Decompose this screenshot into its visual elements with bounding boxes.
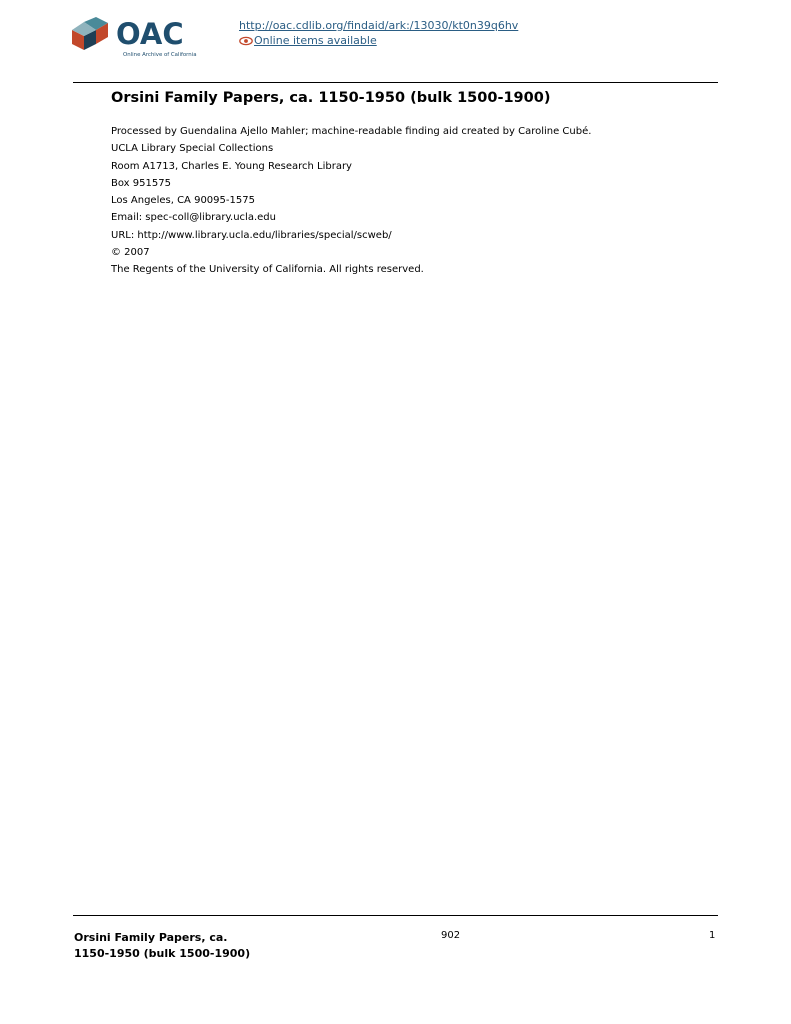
logo-subtitle: Online Archive of California [123,52,197,58]
processed-by-line: Processed by Guendalina Ajello Mahler; machine-readable finding aid created by Caroline Cubé. [111,126,592,137]
repository-name: UCLA Library Special Collections [111,143,274,155]
header-links [239,18,518,48]
page-number: 1 [709,930,716,941]
finding-aid-info [111,125,591,281]
footer-title-line-1: Orsini Family Papers, ca. [74,931,228,944]
footer-title [74,930,264,962]
header-divider [73,82,718,83]
footer-divider [73,915,718,916]
copyright-year: © 2007 [111,247,150,259]
logo-wordmark: OAC [116,17,184,51]
footer-title-line-2: 1150-1950 (bulk 1500-1900) [74,947,251,960]
page-title: Orsini Family Papers, ca. 1150-1950 (bulk 1500-1900) [111,90,551,106]
oac-logo[interactable] [72,16,204,58]
eye-icon [239,36,253,46]
oac-logo-graphic [72,16,204,58]
ark-link[interactable]: http://oac.cdlib.org/findaid/ark:/13030/kt0n39q6hv [239,19,519,32]
rights-statement: The Regents of the University of California. All rights reserved. [111,264,424,276]
url-line: URL: http://www.library.ucla.edu/libraries/special/scweb/ [111,229,392,241]
online-items-row [239,33,518,48]
room-line: Room A1713, Charles E. Young Research Library [111,160,352,172]
email-line: Email: spec-coll@library.ucla.edu [111,212,276,224]
box-line: Box 951575 [111,177,171,189]
footer-page-reference: 902 [441,930,461,941]
online-items-link[interactable]: Online items available [254,34,377,47]
city-line: Los Angeles, CA 90095-1575 [111,195,255,207]
